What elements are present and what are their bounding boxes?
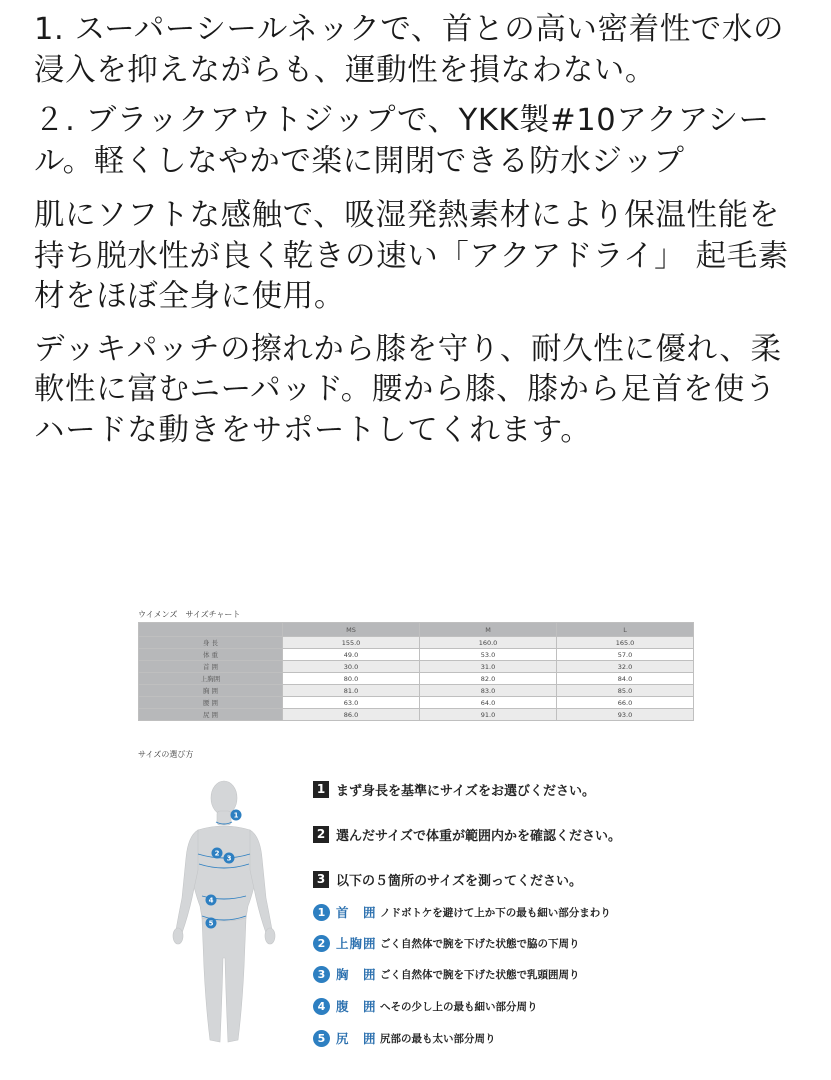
cell: 84.0 (557, 673, 694, 685)
table-row (139, 709, 694, 721)
cell: 82.0 (420, 673, 557, 685)
measurement-number: 5 (313, 1030, 330, 1047)
size-table-corner (139, 623, 283, 637)
table-row (139, 649, 694, 661)
cell: 80.0 (283, 673, 420, 685)
paragraph-neck: 1. スーパーシールネックで、首との高い密着性で水の浸入を抑えながらも、運動性を損なわない。 (34, 12, 785, 88)
cell: 160.0 (420, 637, 557, 649)
paragraph-zip: ２. ブラックアウトジップで、YKK製#10アクアシール。軽くしなやかで楽に開閉できる防水ジップ (34, 103, 770, 179)
size-steps (313, 780, 693, 915)
row-label: 腰 囲 (139, 697, 283, 709)
size-col-ms: MS (283, 623, 420, 637)
measurement-number: 3 (313, 966, 330, 983)
step-number: 1 (313, 781, 329, 798)
size-table-header (139, 623, 694, 637)
measurement-name: 胸 囲 (336, 967, 377, 982)
cell: 86.0 (283, 709, 420, 721)
row-label: 体 重 (139, 649, 283, 661)
figure-marker-4: 4 (208, 896, 214, 905)
step-2 (313, 825, 693, 843)
measurement-desc: ごく自然体で腕を下げた状態で乳頭囲周り (380, 968, 580, 981)
step-number: 3 (313, 871, 329, 888)
table-row (139, 637, 694, 649)
step-text: 選んだサイズで体重が範囲内かを確認ください。 (336, 828, 621, 844)
paragraph-material: 肌にソフトな感触で、吸湿発熱素材により保温性能を持ち脱水性が良く乾きの速い「アクアドライ」 起毛素材をほぼ全身に使用。 (34, 198, 789, 314)
step-text: 以下の５箇所のサイズを測ってください。 (336, 873, 582, 889)
measurement-chest (313, 964, 713, 984)
measurement-number: 1 (313, 904, 330, 921)
cell: 49.0 (283, 649, 420, 661)
figure-marker-3: 3 (226, 854, 232, 863)
cell: 85.0 (557, 685, 694, 697)
step-number: 2 (313, 826, 329, 843)
size-col-l: L (557, 623, 694, 637)
table-row (139, 697, 694, 709)
step-text: まず身長を基準にサイズをお選びください。 (336, 783, 595, 799)
measurement-name: 尻 囲 (336, 1031, 377, 1046)
size-guide-title: サイズの選び方 (138, 750, 194, 759)
paragraph-kneepad: デッキパッチの擦れから膝を守り、耐久性に優れ、柔軟性に富むニーパッド。腰から膝、膝から足首を使うハードな動きをサポートしてくれます。 (34, 331, 782, 448)
measurement-number: 4 (313, 998, 330, 1015)
size-table (138, 622, 694, 721)
measurement-name: 腹 囲 (336, 999, 377, 1014)
body-figure-illustration (168, 778, 280, 1048)
measurement-desc: ごく自然体で腕を下げた状態で脇の下周り (380, 937, 580, 950)
size-col-m: M (420, 623, 557, 637)
row-label: 尻 囲 (139, 709, 283, 721)
measurement-waist (313, 996, 713, 1016)
figure-marker-2: 2 (214, 849, 220, 858)
measurement-hip (313, 1028, 713, 1048)
cell: 83.0 (420, 685, 557, 697)
row-label: 上胸囲 (139, 673, 283, 685)
measurement-desc: へその少し上の最も細い部分周り (380, 1000, 538, 1013)
cell: 30.0 (283, 661, 420, 673)
cell: 64.0 (420, 697, 557, 709)
measurement-name: 上胸囲 (336, 936, 377, 951)
figure-marker-5: 5 (208, 919, 214, 928)
step-3 (313, 870, 693, 888)
cell: 81.0 (283, 685, 420, 697)
row-label: 胸 囲 (139, 685, 283, 697)
measurement-number: 2 (313, 935, 330, 952)
cell: 93.0 (557, 709, 694, 721)
figure-marker-1: 1 (233, 811, 239, 820)
step-1 (313, 780, 693, 798)
cell: 63.0 (283, 697, 420, 709)
measurement-desc: ノドボトケを避けて上か下の最も細い部分まわり (380, 906, 611, 919)
measurement-name: 首 囲 (336, 905, 377, 920)
table-row (139, 685, 694, 697)
row-label: 首 囲 (139, 661, 283, 673)
row-label: 身 長 (139, 637, 283, 649)
product-description (34, 10, 804, 451)
cell: 66.0 (557, 697, 694, 709)
cell: 32.0 (557, 661, 694, 673)
size-chart-title: ウイメンズ サイズチャート (138, 610, 241, 619)
measurement-desc: 尻部の最も太い部分周り (380, 1032, 496, 1045)
measurement-neck (313, 902, 713, 922)
table-row (139, 673, 694, 685)
table-row (139, 661, 694, 673)
cell: 165.0 (557, 637, 694, 649)
cell: 155.0 (283, 637, 420, 649)
cell: 31.0 (420, 661, 557, 673)
cell: 91.0 (420, 709, 557, 721)
size-chart (138, 608, 694, 721)
cell: 57.0 (557, 649, 694, 661)
measurement-upper-chest (313, 933, 713, 953)
cell: 53.0 (420, 649, 557, 661)
